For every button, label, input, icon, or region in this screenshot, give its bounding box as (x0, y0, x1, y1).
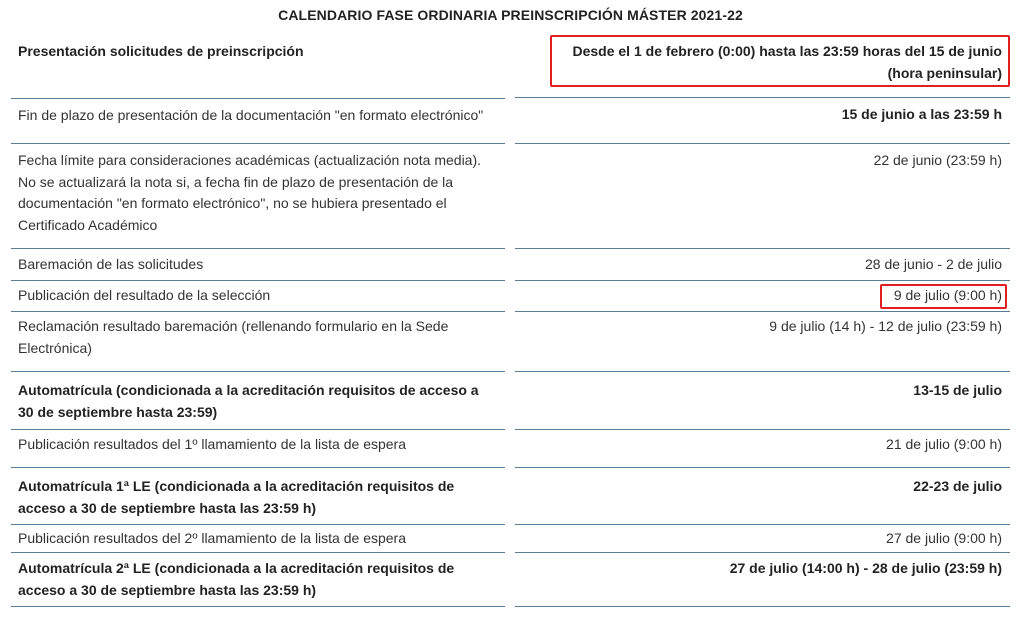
row-value (515, 312, 1010, 372)
page-title: CALENDARIO FASE ORDINARIA PREINSCRIPCIÓN MÁSTER 2021-22 (278, 7, 743, 23)
row-label (11, 249, 505, 281)
row-value (515, 468, 1010, 525)
row-value (515, 525, 1010, 553)
row-label-line: Automatrícula 1ª LE (condicionada a la acreditación requisitos de (18, 478, 455, 494)
row-label (11, 35, 505, 98)
row-value-text: 22-23 de julio (913, 478, 1002, 494)
row-label (11, 553, 505, 607)
row-value (515, 98, 1010, 144)
row-value-text: 15 de junio a las 23:59 h (841, 106, 1002, 122)
row-label (11, 372, 505, 430)
row-label-line: acceso a 30 de septiembre hasta las 23:59 h) (18, 581, 317, 598)
table-row (0, 144, 1021, 249)
row-label (11, 430, 505, 468)
table-row (0, 98, 1021, 144)
row-value-text: 9 de julio (9:00 h) (893, 287, 1002, 303)
row-label-line: Reclamación resultado baremación (rellenando formulario en la Sede (18, 318, 449, 334)
table-row (0, 312, 1021, 372)
row-label-line: Fecha límite para consideraciones académicas (actualización nota media). (18, 152, 482, 168)
row-value (515, 553, 1010, 607)
row-value-text: 22 de junio (23:59 h) (873, 152, 1002, 168)
table-row (0, 249, 1021, 281)
row-value-text: 13-15 de julio (913, 382, 1002, 398)
row-label (11, 525, 505, 553)
row-value-text: 9 de julio (14 h) - 12 de julio (23:59 h) (769, 318, 1002, 334)
table-row (0, 553, 1021, 607)
row-label (11, 281, 505, 312)
row-label-text: Publicación resultados del 1º llamamiento de la lista de espera (18, 436, 407, 452)
row-label (11, 98, 505, 144)
row-label-text: Publicación resultados del 2º llamamiento de la lista de espera (18, 530, 407, 546)
table-row (0, 525, 1021, 553)
row-value (515, 372, 1010, 430)
row-value-line: Desde el 1 de febrero (0:00) hasta las 23:59 horas del 15 de junio (572, 43, 1002, 59)
row-label-text: Fin de plazo de presentación de la documentación "en formato electrónico" (18, 107, 484, 123)
row-value-line: (hora peninsular) (887, 64, 1002, 81)
row-label-line: Electrónica) (18, 339, 92, 356)
row-label-line: Automatrícula 2ª LE (condicionada a la acreditación requisitos de (18, 560, 455, 576)
row-label (11, 312, 505, 372)
row-label (11, 144, 505, 249)
highlight-box (550, 35, 1010, 87)
row-label-line: documentación "en formato electrónico", no se hubiera presentado el (18, 195, 447, 211)
row-label-text: Presentación solicitudes de preinscripción (18, 43, 304, 59)
row-value-text: 21 de julio (9:00 h) (886, 436, 1002, 452)
row-value (515, 144, 1010, 249)
row-label-line: acceso a 30 de septiembre hasta las 23:59 h) (18, 499, 317, 516)
row-label-line: No se actualizará la nota si, a fecha fin de plazo de presentación de la (18, 173, 454, 190)
row-value (515, 249, 1010, 281)
table-row (0, 430, 1021, 468)
highlight-box (880, 284, 1007, 309)
row-label (11, 468, 505, 525)
row-value (515, 430, 1010, 468)
row-value-text: 28 de junio - 2 de julio (865, 256, 1002, 272)
table-row (0, 468, 1021, 525)
row-label-line: Certificado Académico (18, 216, 158, 233)
row-label-line: 30 de septiembre hasta 23:59) (18, 403, 218, 420)
row-value-text: 27 de julio (9:00 h) (886, 530, 1002, 546)
row-label-text: Publicación del resultado de la selección (18, 287, 271, 303)
row-label-text: Baremación de las solicitudes (18, 256, 204, 272)
table-row (0, 281, 1021, 312)
table-row (0, 372, 1021, 430)
row-label-line: Automatrícula (condicionada a la acreditación requisitos de acceso a (18, 382, 479, 398)
row-value-text: 27 de julio (14:00 h) - 28 de julio (23:59 h) (729, 560, 1002, 576)
